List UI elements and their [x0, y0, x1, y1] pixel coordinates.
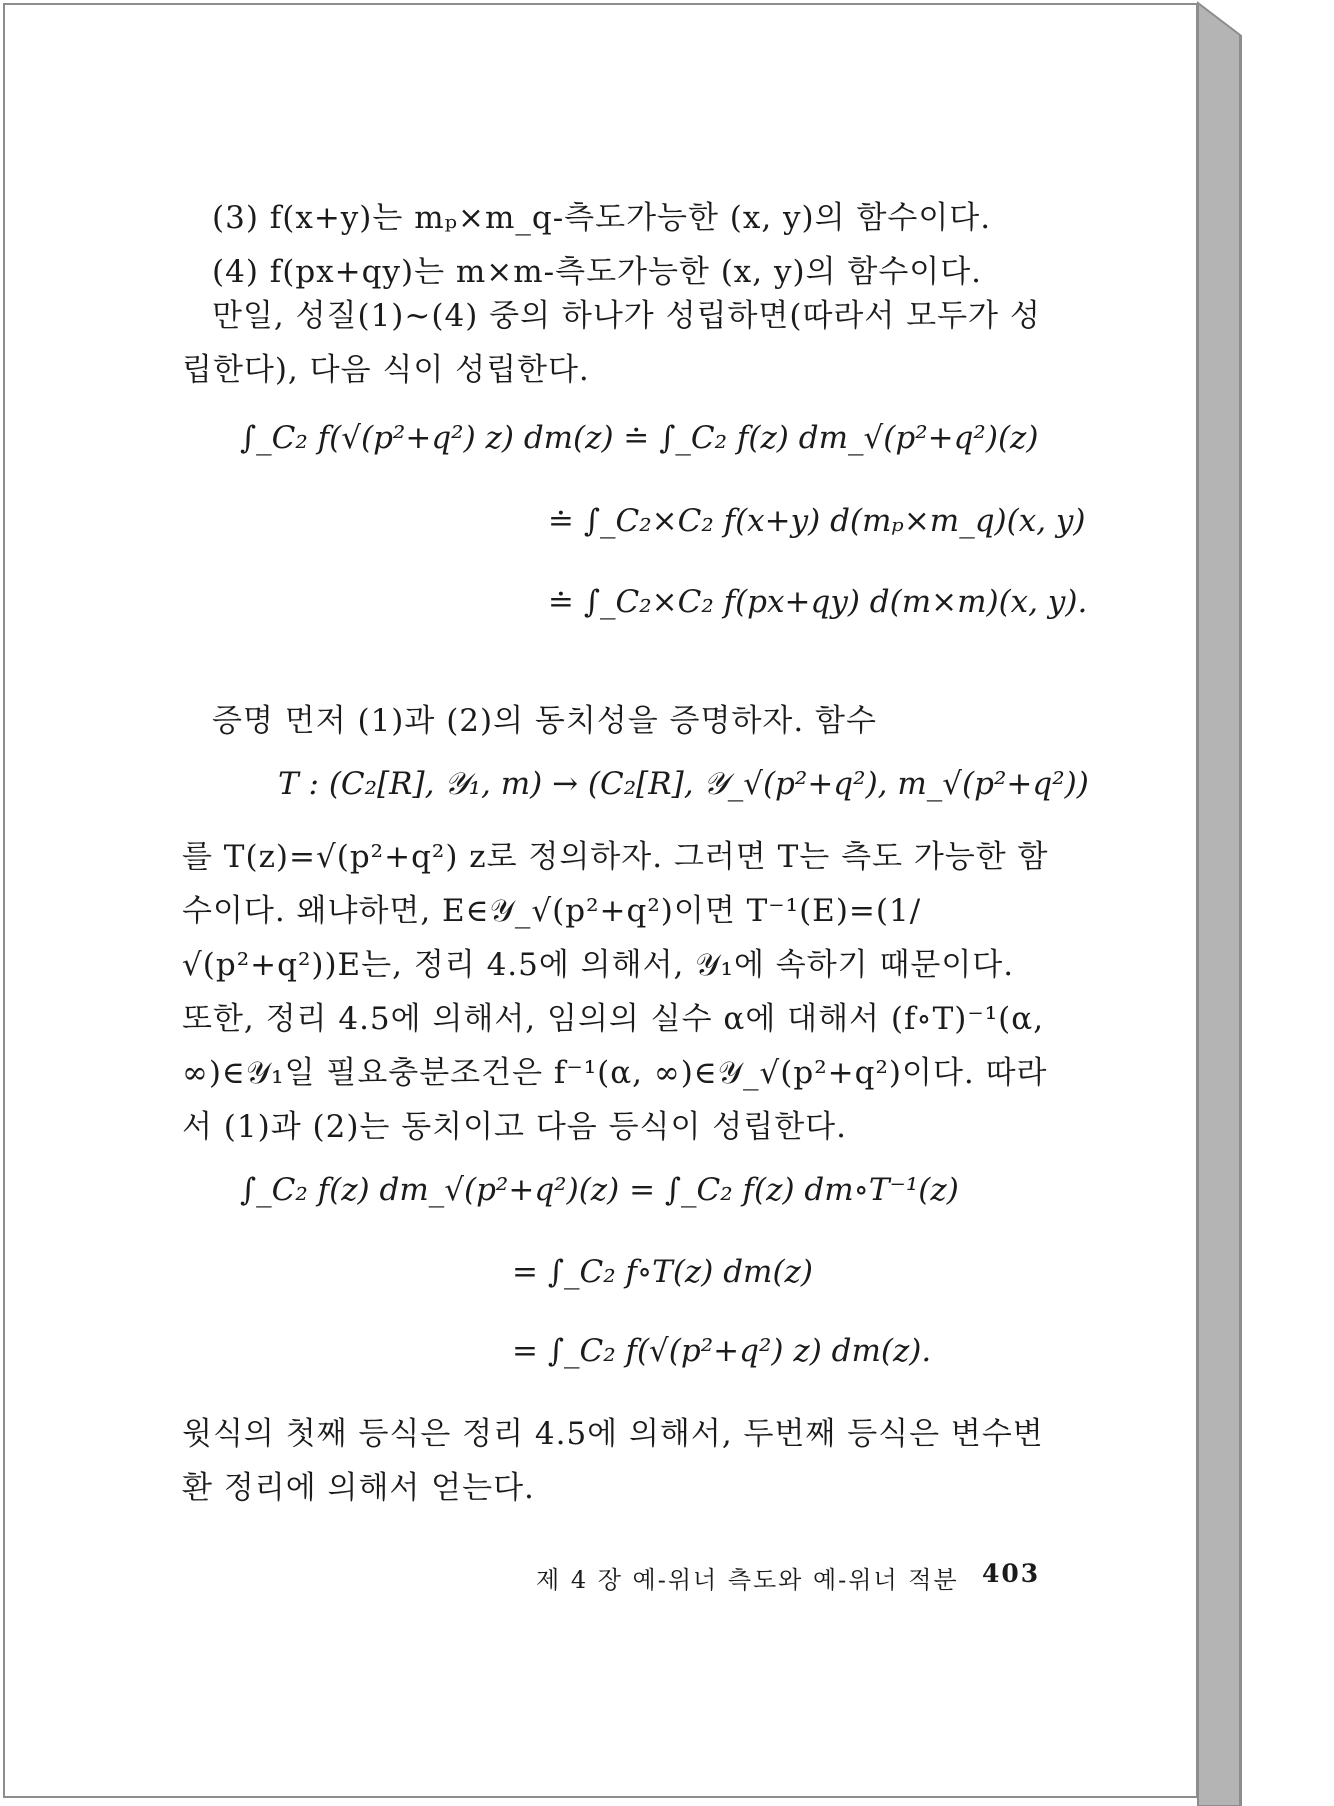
- equation-1-line-2: ≐ ∫_C₂×C₂ f(x+y) d(mₚ×m_q)(x, y): [548, 503, 1086, 539]
- list-item-3: (3) f(x+y)는 mₚ×m_q-측도가능한 (x, y)의 함수이다.: [212, 200, 992, 236]
- conclusion-paragraph: 윗식의 첫째 등식은 정리 4.5에 의해서, 두번째 등식은 변수변환 정리에 의해서 얻는다.: [182, 1416, 1044, 1506]
- page-number: 403: [982, 1559, 1041, 1588]
- equation-1-line-3: ≐ ∫_C₂×C₂ f(px+qy) d(m×m)(x, y).: [548, 584, 1088, 620]
- map-definition: T : (C₂[R], 𝒴₁, m) → (C₂[R], 𝒴_√(p²+q²), m_√(p²+q²)): [278, 766, 1089, 802]
- proof-opening: 증명 먼저 (1)과 (2)의 동치성을 증명하자. 함수: [212, 703, 877, 739]
- equation-2-line-2: = ∫_C₂ f∘T(z) dm(z): [512, 1254, 813, 1290]
- equation-2-line-1: ∫_C₂ f(z) dm_√(p²+q²)(z) = ∫_C₂ f(z) dm∘T⁻¹(z): [240, 1172, 959, 1208]
- list-item-4: (4) f(px+qy)는 m×m-측도가능한 (x, y)의 함수이다.: [212, 254, 983, 290]
- equation-1-line-1: ∫_C₂ f(√(p²+q²) z) dm(z) ≐ ∫_C₂ f(z) dm_√(p²+q²)(z): [240, 420, 1039, 456]
- equation-2-line-3: = ∫_C₂ f(√(p²+q²) z) dm(z).: [512, 1333, 932, 1369]
- running-footer-chapter: 제 4 장 예-위너 측도와 예-위너 적분: [536, 1566, 959, 1594]
- proof-body: 를 T(z)=√(p²+q²) z로 정의하자. 그러면 T는 측도 가능한 함수이다. 왜냐하면, E∈𝒴_√(p²+q²)이면 T⁻¹(E)=(1/√(p²+q²))E는, 정리 4.5에 의해서, 𝒴₁에 속하기 때문이다. 또한, 정리 4.5에 의해서, 임의의 실수 α에 대해서 (f∘T)⁻¹(α, ∞)∈𝒴₁일 필요충분조건은 f⁻¹(α, ∞)∈𝒴_√(p²+q²)이다. 따라서 (1)과 (2)는 동치이고 다음 등식이 성립한다.: [182, 839, 1049, 1145]
- intro-paragraph: 만일, 성질(1)~(4) 중의 하나가 성립하면(따라서 모두가 성립한다), 다음 식이 성립한다.: [182, 298, 1041, 388]
